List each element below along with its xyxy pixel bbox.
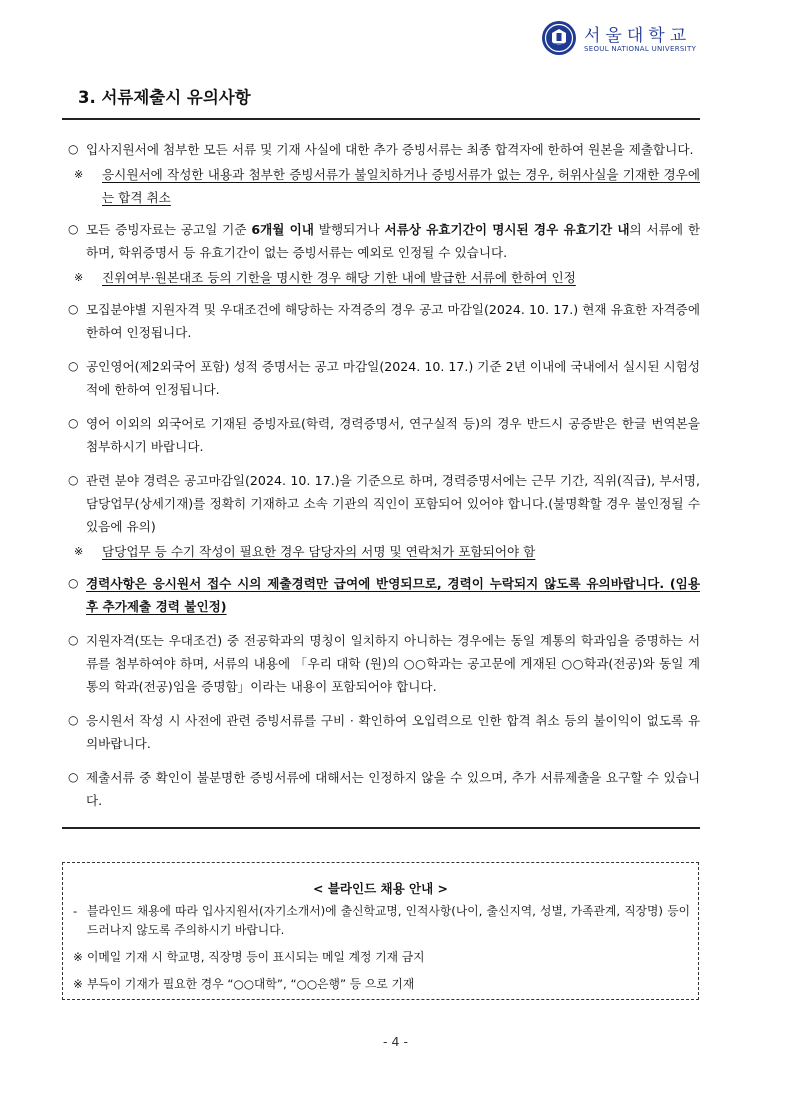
item-emphasis: 서류상 유효기간이 명시된 경우 유효기간 내 [384,222,630,237]
circle-bullet-icon: ○ [68,770,79,784]
note-text: 담당업무 등 수기 작성이 필요한 경우 담당자의 서명 및 연락처가 포함되어야 함 [102,544,536,559]
item-text: 응시원서 작성 시 사전에 관련 증빙서류를 구비 · 확인하여 오입력으로 인한 합격 취소 등의 불이익이 없도록 유의바랍니다. [86,713,700,751]
blind-hiring-notice-box [62,862,699,1000]
circle-bullet-icon: ○ [68,416,79,430]
notice-line [63,975,698,994]
list-item [62,355,700,401]
notice-line [63,948,698,967]
item-text: 발행되거나 [313,222,385,237]
list-item [62,469,700,538]
list-item [62,218,700,264]
reference-mark-icon: ※ [74,168,84,181]
reference-mark-icon: ※ [73,950,83,964]
item-text: 의 서류에 한하며, 학위증명서 등 유효기간이 없는 증빙서류는 예외로 인정될 수 있습니다. [86,222,700,260]
notice-text: 부득이 기재가 필요한 경우 “○○대학”, “○○은행” 등 으로 기재 [87,977,415,991]
list-item [62,412,700,458]
list-item [62,709,700,755]
circle-bullet-icon: ○ [68,633,79,647]
note-item [62,266,700,289]
list-item [62,629,700,698]
circle-bullet-icon: ○ [68,142,79,156]
dash-bullet-icon: - [73,904,78,918]
circle-bullet-icon: ○ [68,713,79,727]
reference-mark-icon: ※ [74,271,84,284]
notice-text: 블라인드 채용에 따라 입사지원서(자기소개서)에 출신학교명, 인적사항(나이, 출신지역, 성별, 가족관계, 직장명) 등이 드러나지 않도록 주의하시기 바랍니다. [87,904,690,937]
notice-text: 이메일 기재 시 학교명, 직장명 등이 표시되는 메일 계정 기재 금지 [87,950,425,964]
item-text: 제출서류 중 확인이 불분명한 증빙서류에 대해서는 인정하지 않을 수 있으며, 추가 서류제출을 요구할 수 있습니다. [86,770,700,808]
note-item [62,163,700,209]
logo-name-korean: 서울대학교 [584,26,692,46]
list-item [62,298,700,344]
section-title: 3. 서류제출시 유의사항 [78,88,251,107]
circle-bullet-icon: ○ [68,473,79,487]
university-logo [541,20,706,58]
note-text: 응시원서에 작성한 내용과 첨부한 증빙서류가 불일치하거나 증빙서류가 없는 경우, 허위사실을 기재한 경우에는 합격 취소 [102,167,700,205]
item-text: 입사지원서에 첨부한 모든 서류 및 기재 사실에 대한 추가 증빙서류는 최종 합격자에 한하여 원본을 제출합니다. [86,142,694,157]
item-text: 공인영어(제2외국어 포함) 성적 증명서는 공고 마감일(2024. 10. 17.) 기준 2년 이내에 국내에서 실시된 시험성적에 한하여 인정됩니다. [86,359,700,397]
precautions-list [62,138,700,823]
reference-mark-icon: ※ [73,977,83,991]
bottom-divider [62,827,700,829]
item-text: 모든 증빙자료는 공고일 기준 [86,222,252,237]
reference-mark-icon: ※ [74,545,84,558]
notice-line [63,902,698,940]
important-notice: 경력사항은 응시원서 접수 시의 제출경력만 급여에 반영되므로, 경력이 누락되지 않도록 유의바랍니다. (임용 후 추가제출 경력 불인정) [86,576,700,614]
list-item [62,138,700,161]
list-item-important [62,572,700,618]
circle-bullet-icon: ○ [68,359,79,373]
notice-title: < 블라인드 채용 안내 > [313,881,448,896]
item-text: 영어 이외의 외국어로 기재된 증빙자료(학력, 경력증명서, 연구실적 등)의 경우 반드시 공증받은 한글 번역본을 첨부하시기 바랍니다. [86,416,700,454]
circle-bullet-icon: ○ [68,222,79,236]
university-emblem-icon [541,20,577,56]
item-text: 지원자격(또는 우대조건) 중 전공학과의 명칭이 일치하지 아니하는 경우에는 동일 계통의 학과임을 증명하는 서류를 첨부하여야 하며, 서류의 내용에 「우리 대학 (원)의 ○○학과는 공고문에 게재된 ○○학과(전공)와 동일 계통의 학과(전공)임을 증명함」이라는 내용이 포함되어야 합니다. [86,633,700,694]
note-item [62,540,700,563]
list-item [62,766,700,812]
circle-bullet-icon: ○ [68,576,79,590]
page-number: - 4 - [383,1034,408,1049]
circle-bullet-icon: ○ [68,302,79,316]
logo-name-english: SEOUL NATIONAL UNIVERSITY [584,45,697,53]
item-text: 관련 분야 경력은 공고마감일(2024. 10. 17.)을 기준으로 하며, 경력증명서에는 근무 기간, 직위(직급), 부서명, 담당업무(상세기재)를 정확히 기재하고 소속 기관의 직인이 포함되어 있어야 합니다.(불명확할 경우 불인정될 수 있음에 유의) [86,473,700,534]
item-emphasis: 6개월 이내 [251,222,314,237]
top-divider [62,118,700,120]
note-text: 진위여부·원본대조 등의 기한을 명시한 경우 해당 기한 내에 발급한 서류에 한하여 인정 [102,270,576,285]
item-text: 모집분야별 지원자격 및 우대조건에 해당하는 자격증의 경우 공고 마감일(2024. 10. 17.) 현재 유효한 자격증에 한하여 인정됩니다. [86,302,700,340]
